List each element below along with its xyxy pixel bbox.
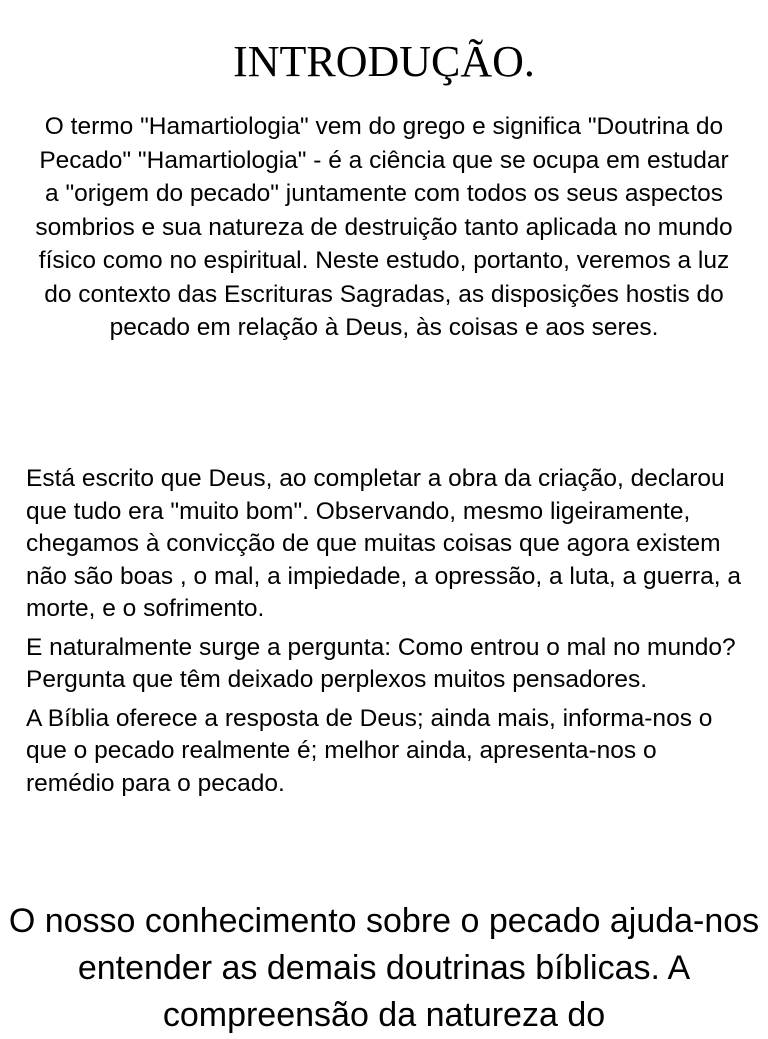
emphasis-paragraph: O nosso conhecimento sobre o pecado ajuda-nos entender as demais doutrinas bíblicas. A compreensão da natureza do [8,902,760,1034]
body-text-block [26,463,746,806]
body-paragraph-creation: Está escrito que Deus, ao completar a obra da criação, declarou que tudo era "muito bom". Observando, mesmo ligeiramente, chegamos à convicção de que muitas coisas que agora existem não são boas , o mal, a impiedade, a opressão, a luta, a guerra, a morte, e o sofrimento. [26,465,742,622]
intro-paragraph: O termo "Hamartiologia" vem do grego e significa "Doutrina do Pecado" "Hamartiologia" - é a ciência que se ocupa em estudar a "origem do pecado" juntamente com todos os seus aspectos sombrios e sua natureza de destruição tanto aplicada no mundo físico como no espiritual. Neste estudo, portanto, veremos a luz do contexto das Escrituras Sagradas, as disposições hostis do pecado em relação à Deus, às coisas e aos seres. [35,113,733,341]
body-paragraph-answer: A Bíblia oferece a resposta de Deus; ainda mais, informa-nos o que o pecado realmente é; melhor ainda, apresenta-nos o remédio para o pecado. [26,704,713,797]
body-paragraph-question: E naturalmente surge a pergunta: Como entrou o mal no mundo? Pergunta que têm deixado perplexos muitos pensadores. [26,633,736,693]
page-title: INTRODUÇÃO. [233,37,535,86]
